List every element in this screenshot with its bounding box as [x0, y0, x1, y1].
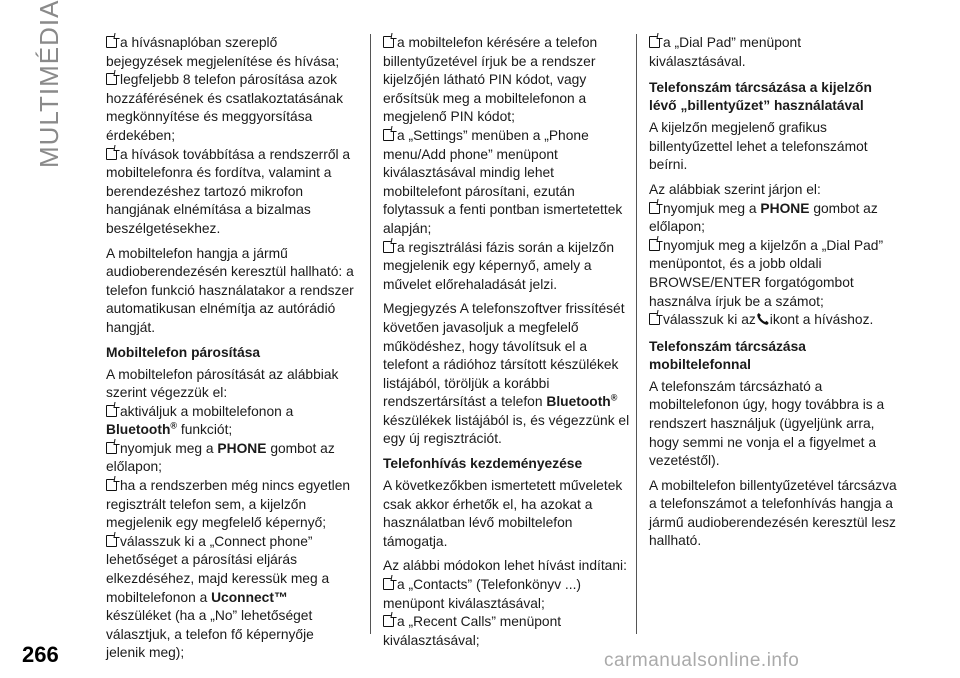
bullet-item: nyomjuk meg a PHONE gombot az előlapon;: [649, 200, 878, 235]
checkbox-bullet-icon: [649, 239, 660, 251]
checkbox-bullet-icon: [106, 442, 117, 454]
checkbox-bullet-icon: [383, 129, 394, 141]
phone-call-icon: [756, 312, 770, 326]
note-paragraph: Megjegyzés A telefonszoftver frissítését követően javasoljuk a megfelelő működéshez, hogy távolítsuk el a telefont a rádióhoz társított készülékek listájából, töröljük a korábbi rendszertársítást a telefon Bluetooth® készülékek listájából is, és végezzünk el egy új regisztrációt.: [383, 301, 630, 447]
paragraph: A mobiltelefon billentyűzetével tárcsázva a telefonszámot a telefonhívás hangja a jármű audioberendezésén keresztül lesz hallható.: [649, 477, 897, 549]
paragraph: A mobiltelefon párosítását az alábbiak szerint végezzük el:: [106, 366, 339, 401]
bullet-item: legfeljebb 8 telefon párosítása azok hozzáférésének és csatlakoztatásának megkönnyítése és meggyorsítása érdekében;: [106, 72, 343, 143]
paragraph: A telefonszám tárcsázható a mobiltelefonon úgy, hogy továbbra is a rendszert használjuk (ügyeljünk arra, hogy semmi ne vonja el a figyelmet a vezetéstől).: [649, 378, 885, 469]
bullet-item: a hívásnaplóban szereplő bejegyzések megjelenítése és hívása;: [106, 35, 340, 69]
checkbox-bullet-icon: [106, 405, 117, 417]
checkbox-bullet-icon: [106, 535, 117, 547]
page-number: 266: [22, 642, 59, 667]
checkbox-bullet-icon: [383, 241, 394, 253]
bullet-item: válasszuk ki a „Connect phone” lehetőséget a párosítási eljárás elkezdéséhez, majd keressük meg a mobiltelefonon a Uconnect™ készüléket (ha a „No” lehetőséget választjuk, a telefon fő képernyője jelenik meg);: [106, 533, 330, 661]
checkbox-bullet-icon: [649, 202, 660, 214]
checkbox-bullet-icon: [383, 615, 394, 627]
section-heading: Telefonszám tárcsázása mobiltelefonnal: [649, 338, 806, 372]
paragraph: A mobiltelefon hangja a jármű audioberendezésén keresztül hallható: a telefon funkció használatakor a rendszer automatikusan elnémítja az autórádió hangját.: [106, 245, 354, 335]
checkbox-bullet-icon: [106, 479, 117, 491]
checkbox-bullet-icon: [106, 73, 117, 85]
bullet-item: ha a rendszerben még nincs egyetlen regisztrált telefon sem, a kijelzőn megjelenik egy megfelelő képernyő;: [106, 478, 351, 531]
section-side-label: [34, 0, 74, 188]
text-column-1: [106, 34, 356, 663]
checkbox-bullet-icon: [106, 148, 117, 160]
checkbox-bullet-icon: [383, 36, 394, 48]
bullet-item: aktiváljuk a mobiltelefonon a Bluetooth® funkciót;: [106, 403, 294, 438]
bullet-item: nyomjuk meg a kijelzőn a „Dial Pad” menüpontot, és a jobb oldali BROWSE/ENTER forgatógombot használva írjuk be a számot;: [649, 237, 884, 309]
bullet-item: a „Dial Pad” menüpont kiválasztásával.: [649, 35, 802, 69]
bullet-item: a hívások továbbítása a rendszerről a mobiltelefonra és fordítva, valamint a berendezéshez tartozó mikrofon hangjának elnémítása a bizalmas beszélgetésekhez.: [106, 146, 351, 236]
watermark-text: carmanualsonline.info: [604, 650, 800, 671]
bullet-item: a „Settings” menüben a „Phone menu/Add phone” menüpont kiválasztásával mindig lehet mobiltelefont párosítani, ezután folytassuk a fenti pontban ismertetettek alapján;: [383, 127, 623, 236]
bullet-item: a regisztrálási fázis során a kijelzőn megjelenik egy képernyő, amely a művelet előrehaladását jelzi.: [383, 239, 615, 292]
paragraph: A kijelzőn megjelenő grafikus billentyűzettel lehet a telefonszámot beírni.: [649, 120, 868, 173]
section-heading: Telefonszám tárcsázása a kijelzőn lévő „billentyűzet” használatával: [649, 80, 872, 114]
paragraph: Az alábbiak szerint járjon el:: [649, 181, 821, 197]
bullet-item: válasszuk ki az ikont a híváshoz.: [649, 311, 899, 330]
bullet-item: a „Contacts” (Telefonkönyv ...) menüpont kiválasztásával;: [383, 577, 582, 611]
bullet-item: a mobiltelefon kérésére a telefon billentyűzetével írjuk be a rendszer kijelzőjén látható PIN kódot, vagy erősítsük meg a mobiltelefonon a megjelenő PIN kódot;: [383, 35, 598, 125]
bullet-item: a „Recent Calls” menüpont kiválasztásával;: [383, 614, 562, 648]
bullet-item: nyomjuk meg a PHONE gombot az előlapon;: [106, 440, 335, 475]
paragraph: A következőkben ismertetett műveletek csak akkor érhetők el, ha azokat a használatban lévő mobiltelefon támogatja.: [383, 478, 623, 549]
checkbox-bullet-icon: [106, 36, 117, 48]
checkbox-bullet-icon: [649, 313, 660, 325]
section-heading: Mobiltelefon párosítása: [106, 344, 261, 360]
checkbox-bullet-icon: [383, 578, 394, 590]
column-divider-2: [636, 34, 637, 634]
paragraph: Az alábbi módokon lehet hívást indítani:: [383, 558, 627, 574]
column-divider-1: [370, 34, 371, 634]
text-column-2: [383, 34, 633, 650]
text-column-3: [649, 34, 899, 557]
checkbox-bullet-icon: [649, 36, 660, 48]
section-label-text: MULTIMÉDIA: [34, 0, 64, 168]
section-heading: Telefonhívás kezdeményezése: [383, 456, 583, 472]
